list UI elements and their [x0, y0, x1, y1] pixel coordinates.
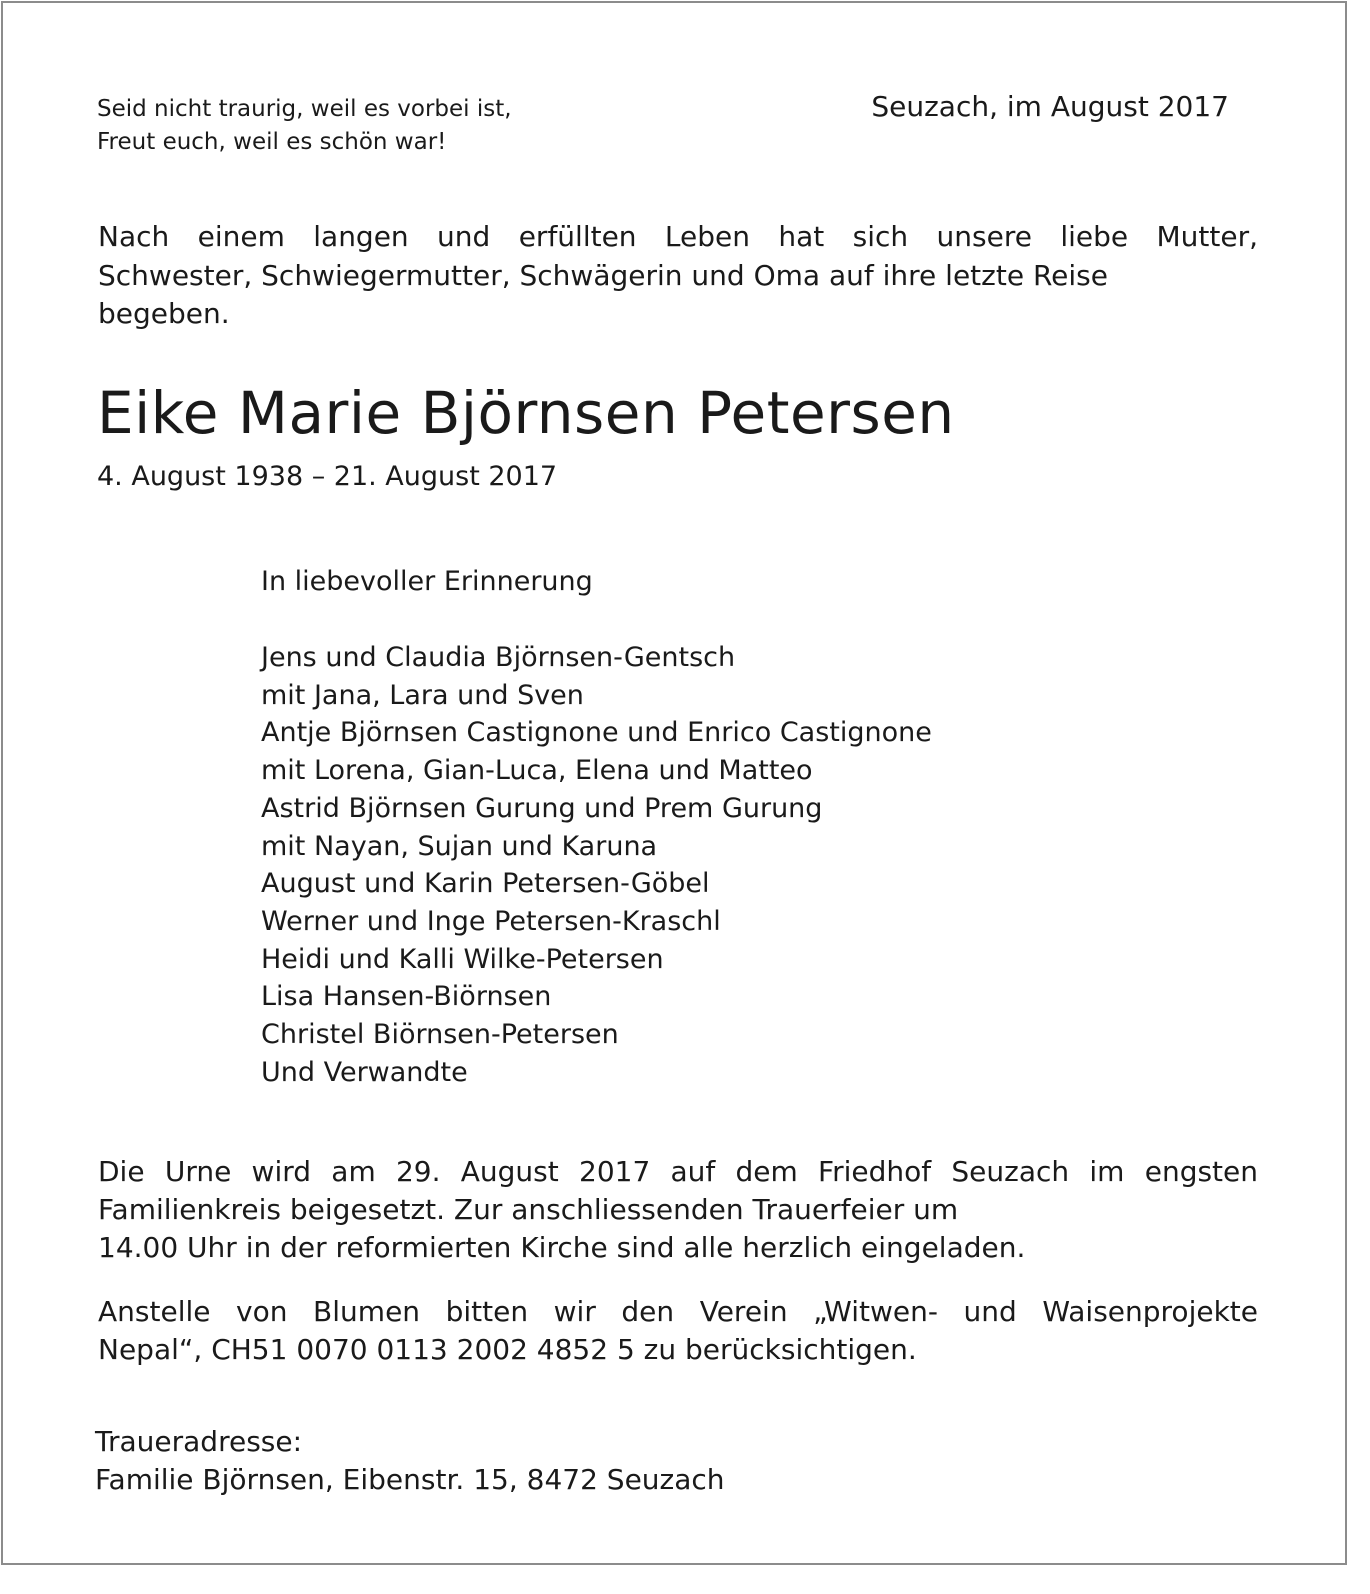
intro-line-2: Schwester, Schwiegermutter, Schwägerin und Oma auf ihre letzte Reise [98, 258, 1108, 292]
mourner-entry: mit Lorena, Gian-Luca, Elena und Matteo [261, 755, 813, 787]
mourning-address [95, 1423, 725, 1499]
funeral-line-3: 14.00 Uhr in der reformierten Kirche sind alle herzlich eingeladen. [98, 1231, 1026, 1264]
motto-quote [97, 93, 512, 159]
funeral-line-1: Die Urne wird am 29. August 2017 auf dem Friedhof Seuzach im engsten [98, 1155, 1258, 1188]
funeral-paragraph [98, 1153, 1258, 1267]
intro-line-3: begeben. [98, 297, 230, 330]
mourner-entry: Und Verwandte [261, 1056, 468, 1088]
intro-line-1: Nach einem langen und erfüllten Leben hat sich unsere liebe Mutter, [98, 220, 1258, 253]
mourner-entry: Werner und Inge Petersen-Kraschl [261, 905, 721, 937]
life-dates: 4. August 1938 – 21. August 2017 [97, 461, 558, 492]
motto-line-1: Seid nicht traurig, weil es vorbei ist, [97, 96, 512, 122]
mourner-entry: mit Nayan, Sujan und Karuna [261, 830, 658, 862]
place-date: Seuzach, im August 2017 [871, 90, 1229, 123]
mourner-entry: mit Jana, Lara und Sven [261, 679, 584, 711]
donation-line-1: Anstelle von Blumen bitten wir den Verein „Witwen- und Waisenprojekte [98, 1295, 1258, 1328]
funeral-line-2: Familienkreis beigesetzt. Zur anschliessenden Trauerfeier um [98, 1193, 959, 1226]
mourner-entry: Heidi und Kalli Wilke-Petersen [261, 943, 664, 975]
deceased-name: Eike Marie Björnsen Petersen [97, 379, 955, 447]
mourner-entry: Antje Björnsen Castignone und Enrico Castignone [261, 717, 932, 749]
mourner-entry: Jens und Claudia Björnsen-Gentsch [261, 642, 736, 673]
donation-line-2: Nepal“, CH51 0070 0113 2002 4852 5 zu berücksichtigen. [98, 1333, 917, 1366]
obituary-notice [1, 1, 1347, 1565]
mourner-entry: Christel Biörnsen-Petersen [261, 1019, 619, 1051]
mourner-entry: Astrid Björnsen Gurung und Prem Gurung [261, 792, 823, 824]
mourner-entry: August und Karin Petersen-Göbel [261, 868, 710, 900]
mourner-entry: Lisa Hansen-Biörnsen [261, 981, 552, 1013]
intro-paragraph [98, 218, 1258, 334]
address-label: Traueradresse: [95, 1425, 303, 1458]
motto-line-2: Freut euch, weil es schön war! [97, 129, 447, 155]
donation-paragraph [98, 1293, 1258, 1369]
mourners-list [261, 639, 932, 1091]
address-value: Familie Björnsen, Eibenstr. 15, 8472 Seuzach [95, 1463, 725, 1496]
memory-heading: In liebevoller Erinnerung [261, 566, 593, 597]
